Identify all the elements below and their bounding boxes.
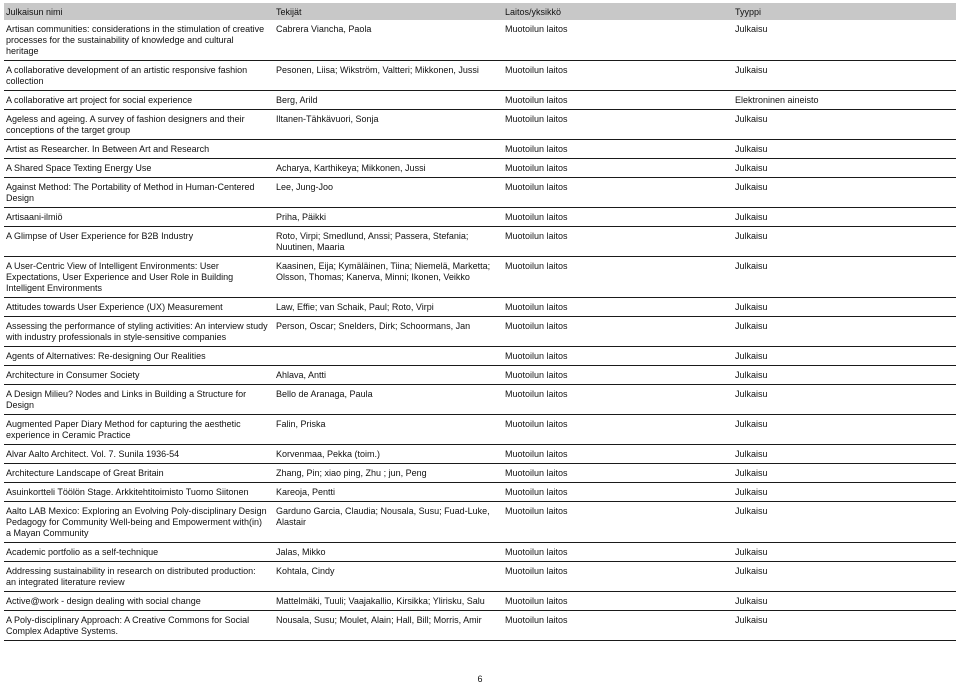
table-header-row [4, 3, 956, 20]
publication-table [4, 3, 956, 641]
department-cell: Muotoilun laitos [503, 592, 733, 611]
type-cell: Julkaisu [733, 298, 956, 317]
authors-cell: Falin, Priska [274, 415, 503, 445]
table-row [4, 140, 956, 159]
type-cell: Julkaisu [733, 20, 956, 61]
department-cell: Muotoilun laitos [503, 464, 733, 483]
authors-cell: Pesonen, Liisa; Wikström, Valtteri; Mikkonen, Jussi [274, 61, 503, 91]
table-row [4, 464, 956, 483]
department-cell: Muotoilun laitos [503, 227, 733, 257]
table-row [4, 208, 956, 227]
table-row [4, 61, 956, 91]
publication-name-cell: A Design Milieu? Nodes and Links in Building a Structure for Design [4, 385, 274, 415]
department-cell: Muotoilun laitos [503, 445, 733, 464]
publication-name-cell: Agents of Alternatives: Re-designing Our Realities [4, 347, 274, 366]
authors-cell: Cabrera Viancha, Paola [274, 20, 503, 61]
authors-cell: Zhang, Pin; xiao ping, Zhu ; jun, Peng [274, 464, 503, 483]
department-cell: Muotoilun laitos [503, 159, 733, 178]
type-cell: Julkaisu [733, 592, 956, 611]
type-cell: Julkaisu [733, 257, 956, 298]
department-cell: Muotoilun laitos [503, 366, 733, 385]
table-row [4, 110, 956, 140]
publication-name-cell: A Poly-disciplinary Approach: A Creative Commons for Social Complex Adaptive Systems. [4, 611, 274, 641]
department-cell: Muotoilun laitos [503, 347, 733, 366]
department-cell: Muotoilun laitos [503, 317, 733, 347]
table-row [4, 445, 956, 464]
department-cell: Muotoilun laitos [503, 502, 733, 543]
department-cell: Muotoilun laitos [503, 110, 733, 140]
authors-cell: Bello de Aranaga, Paula [274, 385, 503, 415]
type-cell: Julkaisu [733, 464, 956, 483]
department-cell: Muotoilun laitos [503, 562, 733, 592]
department-cell: Muotoilun laitos [503, 208, 733, 227]
authors-cell: Law, Effie; van Schaik, Paul; Roto, Virpi [274, 298, 503, 317]
type-cell: Julkaisu [733, 611, 956, 641]
authors-cell: Iltanen-Tähkävuori, Sonja [274, 110, 503, 140]
type-cell: Julkaisu [733, 445, 956, 464]
table-row [4, 562, 956, 592]
type-cell: Julkaisu [733, 227, 956, 257]
authors-cell: Lee, Jung-Joo [274, 178, 503, 208]
type-cell: Julkaisu [733, 366, 956, 385]
publication-name-cell: A Glimpse of User Experience for B2B Industry [4, 227, 274, 257]
type-cell: Julkaisu [733, 502, 956, 543]
table-row [4, 178, 956, 208]
type-cell: Elektroninen aineisto [733, 91, 956, 110]
authors-cell [274, 140, 503, 159]
publication-name-cell: A collaborative development of an artistic responsive fashion collection [4, 61, 274, 91]
header-authors: Tekijät [274, 3, 503, 20]
publication-name-cell: Aalto LAB Mexico: Exploring an Evolving Poly-disciplinary Design Pedagogy for Community Well-being and Empowerment with(in) a Mayan Community [4, 502, 274, 543]
table-row [4, 483, 956, 502]
department-cell: Muotoilun laitos [503, 611, 733, 641]
table-row [4, 317, 956, 347]
table-row [4, 159, 956, 178]
authors-cell: Kareoja, Pentti [274, 483, 503, 502]
department-cell: Muotoilun laitos [503, 385, 733, 415]
authors-cell: Garduno Garcia, Claudia; Nousala, Susu; Fuad-Luke, Alastair [274, 502, 503, 543]
authors-cell: Roto, Virpi; Smedlund, Anssi; Passera, Stefania; Nuutinen, Maaria [274, 227, 503, 257]
publication-name-cell: Attitudes towards User Experience (UX) Measurement [4, 298, 274, 317]
publication-list [4, 3, 956, 641]
publication-name-cell: A Shared Space Texting Energy Use [4, 159, 274, 178]
authors-cell: Priha, Päikki [274, 208, 503, 227]
department-cell: Muotoilun laitos [503, 91, 733, 110]
department-cell: Muotoilun laitos [503, 543, 733, 562]
table-row [4, 415, 956, 445]
department-cell: Muotoilun laitos [503, 257, 733, 298]
table-row [4, 91, 956, 110]
authors-cell: Berg, Arild [274, 91, 503, 110]
type-cell: Julkaisu [733, 483, 956, 502]
authors-cell: Korvenmaa, Pekka (toim.) [274, 445, 503, 464]
table-row [4, 227, 956, 257]
department-cell: Muotoilun laitos [503, 61, 733, 91]
table-row [4, 298, 956, 317]
table-row [4, 592, 956, 611]
authors-cell: Jalas, Mikko [274, 543, 503, 562]
publication-name-cell: Academic portfolio as a self-technique [4, 543, 274, 562]
table-row [4, 502, 956, 543]
type-cell: Julkaisu [733, 562, 956, 592]
department-cell: Muotoilun laitos [503, 415, 733, 445]
table-row [4, 385, 956, 415]
department-cell: Muotoilun laitos [503, 298, 733, 317]
table-row [4, 366, 956, 385]
header-department: Laitos/yksikkö [503, 3, 733, 20]
table-body [4, 20, 956, 641]
type-cell: Julkaisu [733, 317, 956, 347]
authors-cell [274, 347, 503, 366]
publication-name-cell: A collaborative art project for social experience [4, 91, 274, 110]
header-type: Tyyppi [733, 3, 956, 20]
department-cell: Muotoilun laitos [503, 140, 733, 159]
publication-name-cell: Alvar Aalto Architect. Vol. 7. Sunila 1936-54 [4, 445, 274, 464]
type-cell: Julkaisu [733, 178, 956, 208]
table-row [4, 257, 956, 298]
type-cell: Julkaisu [733, 415, 956, 445]
table-row [4, 543, 956, 562]
publication-name-cell: Against Method: The Portability of Method in Human-Centered Design [4, 178, 274, 208]
department-cell: Muotoilun laitos [503, 20, 733, 61]
header-publication-name: Julkaisun nimi [4, 3, 274, 20]
department-cell: Muotoilun laitos [503, 178, 733, 208]
authors-cell: Kaasinen, Eija; Kymäläinen, Tiina; Niemelä, Marketta; Olsson, Thomas; Kanerva, Minni; Ikonen, Veikko [274, 257, 503, 298]
publication-name-cell: Augmented Paper Diary Method for capturing the aesthetic experience in Ceramic Practice [4, 415, 274, 445]
publication-name-cell: Architecture Landscape of Great Britain [4, 464, 274, 483]
page-number: 6 [477, 674, 483, 684]
publication-name-cell: Ageless and ageing. A survey of fashion designers and their conceptions of the target group [4, 110, 274, 140]
type-cell: Julkaisu [733, 110, 956, 140]
authors-cell: Ahlava, Antti [274, 366, 503, 385]
table-row [4, 611, 956, 641]
publication-name-cell: Artisan communities: considerations in the stimulation of creative processes for the sustainability of knowledge and cultural heritage [4, 20, 274, 61]
publication-name-cell: Artisaani-ilmiö [4, 208, 274, 227]
table-row [4, 20, 956, 61]
publication-name-cell: A User-Centric View of Intelligent Environments: User Expectations, User Experience and User Role in Building Intelligent Environments [4, 257, 274, 298]
type-cell: Julkaisu [733, 208, 956, 227]
publication-name-cell: Artist as Researcher. In Between Art and Research [4, 140, 274, 159]
publication-name-cell: Assessing the performance of styling activities: An interview study with industry professionals in style-sensitive companies [4, 317, 274, 347]
type-cell: Julkaisu [733, 385, 956, 415]
type-cell: Julkaisu [733, 159, 956, 178]
publication-name-cell: Active@work - design dealing with social change [4, 592, 274, 611]
publication-name-cell: Architecture in Consumer Society [4, 366, 274, 385]
table-row [4, 347, 956, 366]
type-cell: Julkaisu [733, 140, 956, 159]
publication-name-cell: Addressing sustainability in research on distributed production: an integrated literature review [4, 562, 274, 592]
type-cell: Julkaisu [733, 543, 956, 562]
authors-cell: Kohtala, Cindy [274, 562, 503, 592]
authors-cell: Acharya, Karthikeya; Mikkonen, Jussi [274, 159, 503, 178]
department-cell: Muotoilun laitos [503, 483, 733, 502]
type-cell: Julkaisu [733, 347, 956, 366]
authors-cell: Person, Oscar; Snelders, Dirk; Schoormans, Jan [274, 317, 503, 347]
type-cell: Julkaisu [733, 61, 956, 91]
authors-cell: Nousala, Susu; Moulet, Alain; Hall, Bill; Morris, Amir [274, 611, 503, 641]
authors-cell: Mattelmäki, Tuuli; Vaajakallio, Kirsikka; Ylirisku, Salu [274, 592, 503, 611]
publication-name-cell: Asuinkortteli Töölön Stage. Arkkitehtitoimisto Tuomo Siitonen [4, 483, 274, 502]
